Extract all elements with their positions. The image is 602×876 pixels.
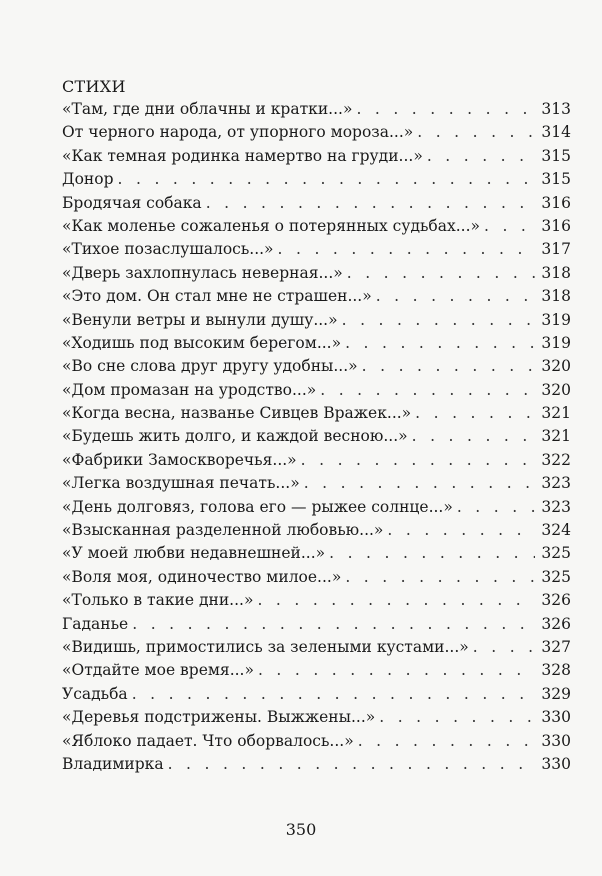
toc-entry-page: 330 <box>541 731 571 750</box>
toc-entry-title: «Деревья подстрижены. Выжжены...» <box>62 708 376 727</box>
toc-entry-title: «Как моленье сожаленья о потерянных судьбах...» <box>62 216 481 235</box>
toc-dot-leader <box>387 521 535 539</box>
toc-dot-leader <box>473 638 536 656</box>
toc-dot-leader <box>342 311 536 329</box>
toc-entry <box>62 217 571 240</box>
toc-entry-page: 330 <box>541 708 571 727</box>
toc-dot-leader <box>457 498 536 516</box>
toc-entry-page: 326 <box>541 591 571 610</box>
toc-entry-title: «Воля моя, одиночество милое...» <box>62 567 342 586</box>
toc-entry <box>62 732 571 755</box>
toc-entry-title: «Как темная родинка намертво на груди...» <box>62 146 423 165</box>
toc-entry <box>62 591 571 614</box>
toc-entry-title: «Это дом. Он стал мне не страшен...» <box>62 287 372 306</box>
toc-entry-page: 316 <box>541 193 571 212</box>
toc-entry-title: «Отдайте мое время...» <box>62 661 254 680</box>
toc-entry <box>62 427 571 450</box>
toc-entry <box>62 311 571 334</box>
toc-dot-leader <box>427 147 536 165</box>
toc-entry-title: «Ходишь под высоким берегом...» <box>62 333 342 352</box>
toc-entry <box>62 264 571 287</box>
toc-entry-page: 321 <box>541 404 571 423</box>
toc-entry-title: «Взысканная разделенной любовью...» <box>62 521 384 540</box>
toc-entry-title: «Дверь захлопнулась неверная...» <box>62 263 343 282</box>
toc-entry-title: От черного народа, от упорного мороза...» <box>62 123 414 142</box>
toc-dot-leader <box>376 287 536 305</box>
toc-entry-page: 325 <box>541 567 571 586</box>
toc-entry-title: «Только в такие дни...» <box>62 591 254 610</box>
toc-entry <box>62 544 571 567</box>
toc-entry-page: 320 <box>541 380 571 399</box>
toc-entry <box>62 638 571 661</box>
toc-dot-leader <box>258 661 535 679</box>
toc-entry-title: «Дом промазан на уродство...» <box>62 380 317 399</box>
toc-entry-page: 318 <box>541 263 571 282</box>
toc-dot-leader <box>132 685 536 703</box>
toc-dot-leader <box>329 544 535 562</box>
toc-dot-leader <box>168 755 536 773</box>
toc-dot-leader <box>412 427 536 445</box>
toc-entry-title: «Легка воздушная печать...» <box>62 474 300 493</box>
page-number: 350 <box>285 820 317 839</box>
toc-dot-leader <box>257 591 535 609</box>
toc-entry-title: «Яблоко падает. Что оборвалось...» <box>62 731 354 750</box>
toc-entry <box>62 404 571 427</box>
toc-entry-page: 326 <box>541 614 571 633</box>
toc-dot-leader <box>304 474 536 492</box>
toc-entry-title: Бродячая собака <box>62 193 202 212</box>
toc-entry-page: 318 <box>541 287 571 306</box>
toc-entry <box>62 451 571 474</box>
toc-dot-leader <box>415 404 535 422</box>
toc-entry <box>62 123 571 146</box>
toc-dot-leader <box>356 100 535 118</box>
toc-entry <box>62 568 571 591</box>
toc-dot-leader <box>301 451 536 469</box>
toc-entry <box>62 521 571 544</box>
toc-dot-leader <box>345 568 535 586</box>
toc-entry-page: 313 <box>541 100 571 118</box>
toc-entry-title: «Видишь, примостились за зелеными кустами...» <box>62 637 469 656</box>
toc-entry-page: 329 <box>541 684 571 703</box>
toc-entry <box>62 100 571 123</box>
toc-dot-leader <box>118 170 536 188</box>
toc-entry <box>62 240 571 263</box>
toc-dot-leader <box>320 381 535 399</box>
toc-entry <box>62 615 571 638</box>
toc-entry-page: 317 <box>541 240 571 259</box>
toc-dot-leader <box>206 194 536 212</box>
toc-entry-page: 328 <box>541 661 571 680</box>
toc-entry-page: 324 <box>541 521 571 540</box>
toc-entry-title: Усадьба <box>62 684 128 703</box>
toc-entry-page: 319 <box>541 310 571 329</box>
toc-entry-title: «Во сне слова друг другу удобны...» <box>62 357 358 376</box>
toc-entry <box>62 685 571 708</box>
toc-entry-title: Донор <box>62 170 114 189</box>
toc-entry-page: 321 <box>541 427 571 446</box>
toc-entry-title: «День долговяз, голова его — рыжее солнце...» <box>62 497 453 516</box>
toc-dot-leader <box>379 708 535 726</box>
toc-entry-page: 320 <box>541 357 571 376</box>
toc-entry-page: 323 <box>541 497 571 516</box>
toc-entry <box>62 708 571 731</box>
toc-entry-title: «Фабрики Замоскворечья...» <box>62 450 297 469</box>
toc-entry-page: 325 <box>541 544 571 563</box>
toc-entry-title: «Там, где дни облачны и кратки...» <box>62 100 353 118</box>
toc-entry-title: «Венули ветры и вынули душу...» <box>62 310 338 329</box>
toc-entry <box>62 147 571 170</box>
toc-entry-title: «Будешь жить долго, и каждой весною...» <box>62 427 408 446</box>
toc-entry <box>62 170 571 193</box>
toc-entry-page: 327 <box>541 637 571 656</box>
toc-entry-title: Владимирка <box>62 754 164 773</box>
toc-dot-leader <box>347 264 536 282</box>
toc-entry <box>62 194 571 217</box>
section-title: СТИХИ <box>62 77 126 96</box>
toc-entry <box>62 381 571 404</box>
toc-dot-leader <box>362 357 536 375</box>
toc-dot-leader <box>417 123 535 141</box>
toc-entry <box>62 334 571 357</box>
toc-entry <box>62 474 571 497</box>
toc-entry-page: 315 <box>541 170 571 189</box>
toc-entry <box>62 287 571 310</box>
toc-dot-leader <box>484 217 535 235</box>
toc-dot-leader <box>132 615 535 633</box>
toc-entry-page: 322 <box>541 450 571 469</box>
toc-entry <box>62 498 571 521</box>
toc-entry-page: 316 <box>541 216 571 235</box>
toc-entry <box>62 755 571 778</box>
toc-dot-leader <box>358 732 536 750</box>
toc-entry <box>62 357 571 380</box>
toc-entry <box>62 661 571 684</box>
table-of-contents <box>62 100 571 778</box>
toc-entry-page: 323 <box>541 474 571 493</box>
toc-entry-title: «Когда весна, названье Сивцев Вражек...» <box>62 404 412 423</box>
toc-entry-page: 330 <box>541 754 571 773</box>
toc-entry-title: «Тихое позаслушалось...» <box>62 240 274 259</box>
toc-dot-leader <box>345 334 535 352</box>
toc-entry-page: 319 <box>541 333 571 352</box>
toc-entry-title: «У моей любви недавнешней...» <box>62 544 326 563</box>
toc-dot-leader <box>278 240 536 258</box>
toc-entry-title: Гаданье <box>62 614 129 633</box>
toc-entry-page: 315 <box>541 146 571 165</box>
toc-entry-page: 314 <box>541 123 571 142</box>
